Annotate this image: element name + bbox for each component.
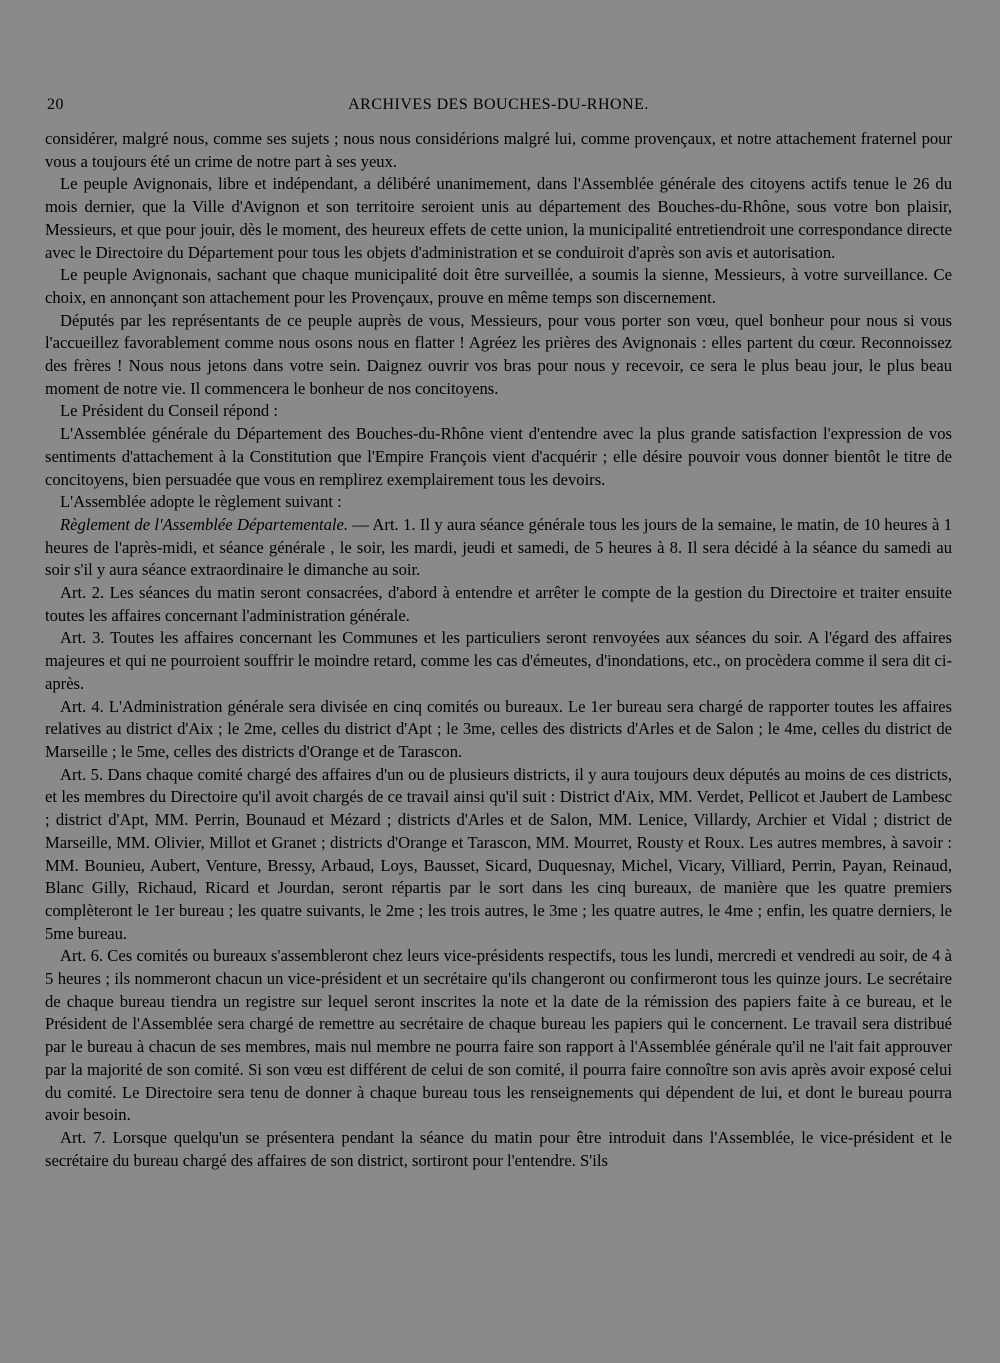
body-text [45,128,952,1172]
reglement-title: Règlement de l'Assemblée Départementale. [60,514,349,534]
page-number: 20 [47,96,64,113]
paragraph: Le peuple Avignonais, libre et indépendant, a délibéré unanimement, dans l'Assemblée générale des citoyens actifs tenue le 26 du mois dernier, que la Ville d'Avignon et son territoire seroient unis au département des Bouches-du-Rhône, sous votre bon plaisir, Messieurs, et que pour jouir, dès le moment, des heureux effets de cette union, la municipalité entretiendroit une correspondance directe avec le Directoire du Département pour tous les objets d'administration et se conduiroit d'après son avis et autorisation. [45,174,952,262]
paragraph: L'Assemblée adopte le règlement suivant : [60,492,342,512]
article-4: Art. 4. L'Administration générale sera divisée en cinq comités ou bureaux. Le 1er bureau sera chargé de rapporter toutes les affaires relatives au district d'Aix ; le 2me, celles du district d'Apt ; le 3me, celles des districts d'Arles et de Salon ; le 4me, celles du district de Marseille ; le 5me, celles des districts d'Orange et de Tarascon. [45,696,952,761]
article-7: Art. 7. Lorsque quelqu'un se présentera pendant la séance du matin pour être introduit dans l'Assemblée, le vice-président et le secrétaire du bureau chargé des affaires de son district, sortiront pour l'entendre. S'ils [45,1127,952,1170]
article-1-text: — Art. 1. Il y aura séance générale tous les jours de la semaine, le matin, de 10 heures à 1 heures de l'après-midi, et séance générale , le soir, les mardi, jeudi et samedi, de 5 heures à 8. Il sera décidé à la séance du samedi au soir s'il y aura séance extraordinaire le dimanche au soir. [45,514,952,580]
paragraph: Députés par les représentants de ce peuple auprès de vous, Messieurs, pour vous porter son vœu, quel bonheur pour nous si vous l'accueillez favorablement comme nous osons nous en flatter ! Agréez les prières des Avignonais : elles partent du cœur. Reconnoissez des frères ! Nous nous jetons dans votre sein. Daignez ouvrir vos bras pour nous y recevoir, ce sera le plus beau jour, le plus beau moment de notre vie. Il commencera le bonheur de nos concitoyens. [45,310,952,398]
article-6: Art. 6. Ces comités ou bureaux s'assembleront chez leurs vice-présidents respectifs, tous les lundi, mercredi et vendredi au soir, de 4 à 5 heures ; ils nommeront chacun un vice-président et un secrétaire qu'ils changeront ou confirmeront tous les quinze jours. Le secrétaire de chaque bureau tiendra un registre sur lequel seront inscrites la note et la date de la rémission des papiers faite à ce bureau, et le Président de l'Assemblée sera chargé de remettre au secrétaire de chaque bureau les papiers qui le concernent. Le travail sera distribué par le bureau à chacun de ses membres, mais nul membre ne pourra faire son rapport à l'Assemblée générale qu'il ne l'ait fait approuver par la majorité de son comité. Si son vœu est différent de celui de son comité, il pourra faire connoître son avis après avoir exposé celui du comité. Le Directoire sera tenu de donner à chaque bureau tous les renseignements qui dépendent de lui, et dont le bureau pourra avoir besoin. [45,946,952,1125]
page-header [45,96,952,120]
article-5: Art. 5. Dans chaque comité chargé des affaires d'un ou de plusieurs districts, il y aura toujours deux députés au moins de ces districts, et les membres du Directoire qu'il avoit chargés de ce travail ainsi qu'il suit : District d'Aix, MM. Verdet, Pellicot et Jaubert de Lambesc ; district d'Apt, MM. Perrin, Bounaud et Mézard ; districts d'Arles et de Salon, MM. Lenice, Villardy, Archier et Vidal ; district de Marseille, MM. Olivier, Millot et Granet ; districts d'Orange et Tarascon, MM. Mourret, Rousty et Roux. Les autres membres, à savoir : MM. Bounieu, Aubert, Venture, Bressy, Arbaud, Loys, Bausset, Sicard, Duquesnay, Michel, Vicary, Villiard, Perrin, Payan, Reinaud, Blanc Gilly, Richaud, Ricard et Jourdan, seront répartis par le sort dans les cinq bureaux, de manière que les quatre premiers complèteront le 1er bureau ; les quatre suivants, le 2me ; les trois autres, le 3me ; les quatre autres, le 4me ; enfin, les quatre derniers, le 5me bureau. [45,764,952,943]
reglement-article-1 [45,514,952,582]
paragraph: L'Assemblée générale du Département des Bouches-du-Rhône vient d'entendre avec la plus grande satisfaction l'expression de vos sentiments d'attachement à la Constitution que l'Empire François vient d'acquérir ; elle désire pouvoir vous donner bientôt le titre de concitoyens, bien persuadée que vous en remplirez exemplairement tous les devoirs. [45,424,952,489]
paragraph: Le Président du Conseil répond : [60,401,278,421]
article-3: Art. 3. Toutes les affaires concernant les Communes et les particuliers seront renvoyées aux séances du soir. A l'égard des affaires majeures et qui ne pourroient souffrir le moindre retard, comme les cas d'émeutes, d'inondations, etc., on procèdera comme il sera dit ci-après. [45,628,952,693]
running-title: ARCHIVES DES BOUCHES-DU-RHONE. [348,96,649,113]
paragraph-continuation: considérer, malgré nous, comme ses sujets ; nous nous considérions malgré lui, comme provençaux, et notre attachement fraternel pour vous a toujours été un crime de notre part à ses yeux. [45,129,952,171]
article-2: Art. 2. Les séances du matin seront consacrées, d'abord à entendre et arrêter le compte de la gestion du Directoire et traiter ensuite toutes les affaires concernant l'administration générale. [45,583,952,625]
paragraph: Le peuple Avignonais, sachant que chaque municipalité doit être surveillée, a soumis la sienne, Messieurs, à votre surveillance. Ce choix, en annonçant son attachement pour les Provençaux, prouve en même temps son discernement. [45,265,952,307]
